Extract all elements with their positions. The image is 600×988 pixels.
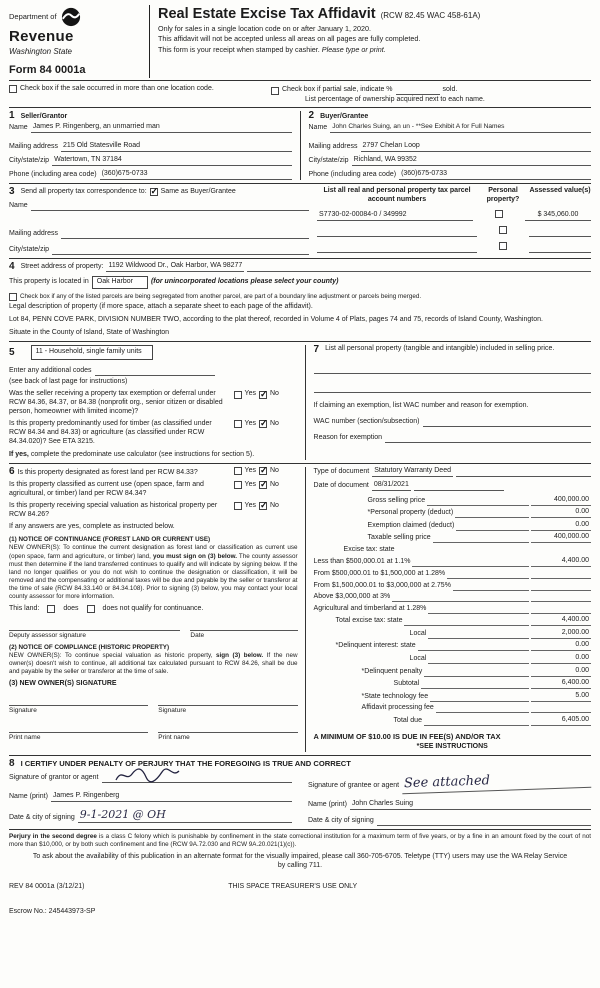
tax-row-value[interactable]: 0.00 [531, 654, 591, 664]
s6-q1-no-label: No [269, 466, 279, 474]
new-owner-print-name-label-1: Print name [9, 733, 41, 741]
tax-row-value[interactable]: 6,400.00 [531, 679, 591, 689]
multi-location-checkbox[interactable] [9, 85, 17, 93]
seller-phone-value[interactable]: (360)675-0733 [100, 170, 292, 180]
s5-q1-yes-label: Yes [244, 390, 256, 398]
wac-number-field[interactable] [423, 417, 592, 427]
tax-row-value[interactable]: 6,405.00 [531, 716, 591, 726]
grantee-print-name-value[interactable]: John Charles Suing [350, 800, 591, 810]
dor-logo-icon [61, 7, 81, 27]
top-checkbox-row [9, 85, 591, 105]
parcel-row [317, 242, 591, 253]
see-instructions-note: *SEE INSTRUCTIONS [416, 743, 488, 751]
tax-row-value[interactable]: 400,000.00 [531, 533, 591, 543]
seller-mailing-value[interactable]: 215 Old Statesville Road [61, 142, 291, 152]
tax-row-label: Taxable selling price [367, 534, 431, 542]
segregated-label: Check box if any of the listed parcels are being segregated from another parcel, are part of a boundary line adjustment or parcels being merged. [20, 293, 422, 301]
agency-block [9, 5, 141, 78]
parties-section [9, 107, 591, 180]
grantor-print-name-label: Name (print) [9, 793, 48, 801]
personal-property-list-field-2[interactable] [314, 383, 591, 393]
use-code-personal-property-section [9, 341, 591, 460]
deputy-assessor-signature-label: Deputy assessor signature [9, 631, 86, 639]
certification-section [9, 755, 591, 826]
correspondence-mailing-field[interactable] [61, 229, 309, 239]
additional-codes-label: Enter any additional codes [9, 367, 92, 375]
escrow-number: Escrow No.: 245443973-SP [9, 907, 96, 915]
assessed-value-field-2[interactable] [529, 226, 591, 237]
section-5-number: 5 [9, 346, 15, 358]
tax-row-label: From $500,000.01 to $1,500,000 at 1.28% [313, 570, 446, 578]
agency-name: Revenue [9, 28, 74, 45]
street-address-label: Street address of property: [20, 263, 104, 271]
parcel-table [317, 187, 591, 255]
s6-q1-yes-checkbox[interactable] [234, 467, 242, 475]
grantee-date-field[interactable] [377, 816, 591, 826]
grantee-signature-label: Signature of grantee or agent [308, 781, 400, 789]
form-header [9, 5, 591, 81]
tax-row-value[interactable]: 0.00 [531, 641, 591, 651]
s6-q2-text: Is this property classified as current use (open space, farm and agricultural, or timber) land per RCW 84.34? [9, 480, 204, 497]
deputy-date-label: Date [190, 631, 205, 639]
parcel-header: List all real and personal property tax parcel account numbers [323, 187, 471, 204]
legal-description-text-2: Situate in the County of Island, State of Washington [9, 329, 170, 337]
partial-sale-suffix: sold. [442, 85, 458, 93]
s7-exemption-note: If claiming an exemption, list WAC number and reason for exemption. [313, 402, 529, 410]
seller-name-label: Name [9, 124, 28, 132]
partial-sale-label: Check box if partial sale, indicate % [282, 85, 393, 93]
legal-description-text: Lot 84, PENN COVE PARK, DIVISION NUMBER TWO, according to the plat thereof, recorded in Volume 4 of Plats, pages 74 and 75, records of Island County, Washington. [9, 316, 543, 324]
parcel-number-field-3[interactable] [317, 242, 477, 253]
deputy-date-field[interactable] [190, 620, 297, 631]
land-does-checkbox[interactable] [47, 605, 55, 613]
s6-q3-text: Is this property receiving special valuation as historical property per RCW 84.26? [9, 501, 218, 518]
buyer-name-label: Name [308, 123, 328, 131]
buyer-name-value[interactable]: John Charles Suing, an un - **See Exhibit A for Full Names [330, 123, 591, 132]
s6-q3-yes-label: Yes [244, 501, 256, 509]
s5-q1-no-label: No [269, 390, 279, 398]
correspondence-label: Send all property tax correspondence to: [20, 187, 147, 195]
doc-date-value[interactable]: 08/31/2021 [372, 481, 411, 491]
buyer-city-value[interactable]: Richland, WA 99352 [352, 156, 591, 166]
new-owner-print-name-label-2: Print name [158, 733, 190, 741]
tax-row-value[interactable]: 2,000.00 [531, 629, 591, 639]
tax-row-value[interactable] [531, 578, 591, 579]
grantee-date-label: Date & city of signing [308, 816, 374, 824]
buyer-grantee-block [300, 111, 592, 180]
header-note-3: This form is your receipt when stamped by cashier. [158, 45, 320, 55]
assessed-value-field-3[interactable] [529, 242, 591, 253]
new-owner-print-name-field-1[interactable] [9, 722, 148, 733]
buyer-mailing-value[interactable]: 2797 Chelan Loop [361, 142, 591, 152]
notice1-text-a: NEW OWNER(S): To continue the current designation as forest land or classification as current use (open space, farm and agriculture, or timber) land, [9, 544, 298, 560]
tax-row-label: Affidavit processing fee [361, 704, 434, 712]
tax-row-value[interactable]: 0.00 [531, 521, 591, 531]
additional-codes-note: (see back of last page for instructions) [9, 378, 128, 386]
seller-city-label: City/state/zip [9, 157, 50, 165]
grantor-print-name-value[interactable]: James P. Ringenberg [51, 792, 292, 802]
partial-sale-percent-field[interactable] [396, 85, 440, 95]
tax-row-value[interactable] [531, 590, 591, 591]
s5-ifyes-note: complete the predominate use calculator (see instructions for section 5). [30, 450, 255, 458]
s5-q2-yes-checkbox[interactable] [234, 420, 242, 428]
tax-row-label: *Delinquent interest: state [335, 642, 416, 650]
notice2-text-bold: sign (3) below. [216, 652, 264, 660]
notice3-title: (3) NEW OWNER(S) SIGNATURE [9, 680, 117, 688]
buyer-mailing-label: Mailing address [308, 142, 358, 150]
personal-property-checkbox-2[interactable] [499, 226, 507, 234]
s5-q2-yes-label: Yes [244, 419, 256, 427]
land-use-code-select[interactable]: 11 - Household, single family units [31, 345, 153, 360]
multi-location-label: Check box if the sale occurred in more than one location code. [20, 84, 214, 92]
notice1-title: (1) NOTICE OF CONTINUANCE (FOREST LAND OR CURRENT USE) [9, 536, 211, 544]
certify-statement: I CERTIFY UNDER PENALTY OF PERJURY THAT THE FOREGOING IS TRUE AND CORRECT [20, 759, 351, 769]
s5-q1-yes-checkbox[interactable] [234, 391, 242, 399]
seller-name-value[interactable]: James P. Ringenberg, an unmarried man [31, 123, 292, 133]
tax-computation-block [305, 467, 591, 752]
exemption-reason-label: Reason for exemption [313, 434, 383, 442]
tax-row-label: Total due [393, 716, 422, 724]
s6-q3-yes-checkbox[interactable] [234, 502, 242, 510]
grantor-date-label: Date & city of signing [9, 814, 75, 822]
tax-row-label: Excise tax: state [343, 545, 395, 553]
ownership-note: List percentage of ownership acquired next to each name. [305, 95, 485, 103]
section-6-number: 6 [9, 465, 15, 477]
dept-of-label: Department of [9, 12, 57, 22]
perjury-bold: Perjury in the second degree [9, 832, 97, 840]
tax-row-label: Subtotal [393, 680, 420, 688]
buyer-phone-label: Phone (including area code) [308, 170, 397, 178]
s6-note: If any answers are yes, complete as instructed below. [9, 523, 175, 531]
tax-row-label: Agricultural and timberland at 1.28% [313, 604, 427, 612]
deputy-assessor-signature-field[interactable] [9, 620, 180, 631]
doc-type-value[interactable]: Statutory Warranty Deed [372, 467, 453, 477]
notice2-text-a: NEW OWNER(S): To continue special valuation as historic property, [9, 652, 213, 660]
tax-row-value[interactable]: 4,400.00 [531, 616, 591, 626]
same-as-buyer-checkbox[interactable] [150, 188, 158, 196]
s5-q2-no-label: No [269, 419, 279, 427]
tax-row-label: Exemption claimed (deduct) [367, 521, 455, 529]
s6-q2-no-label: No [269, 480, 279, 488]
section-7-number: 7 [313, 344, 320, 356]
buyer-city-label: City/state/zip [308, 156, 349, 164]
section-1-number: 1 [9, 110, 15, 122]
section-4-number: 4 [9, 261, 15, 273]
tax-row-value[interactable]: 4,400.00 [531, 557, 591, 567]
new-owner-signature-field-1[interactable] [9, 695, 148, 706]
doc-type-label: Type of document [313, 467, 370, 475]
land-does-not-checkbox[interactable] [87, 605, 95, 613]
tax-row-value[interactable]: 400,000.00 [531, 496, 591, 506]
seller-city-value[interactable]: Watertown, TN 37184 [52, 156, 291, 166]
seller-title: Seller/Grantor [20, 112, 68, 120]
new-owner-signature-label-1: Signature [9, 707, 37, 715]
assessed-value-1[interactable]: $ 345,060.00 [525, 211, 591, 221]
s5-q2-no-checkbox[interactable] [259, 420, 267, 428]
tax-row-label: Above $3,000,000 at 3% [313, 593, 391, 601]
grantor-signature-image [112, 766, 182, 784]
s7-text: List all personal property (tangible and intangible) included in selling price. [325, 345, 555, 353]
s6-q3-no-label: No [269, 501, 279, 509]
same-as-buyer-label: Same as Buyer/Grantee [160, 187, 236, 195]
form-number: Form 84 0001a [9, 64, 86, 77]
grantee-signing-block [308, 773, 591, 826]
grantor-date-value[interactable]: 9-1-2021 @ OH [78, 808, 292, 823]
s6-q2-no-checkbox[interactable] [259, 481, 267, 489]
minimum-due-note: A MINIMUM OF $10.00 IS DUE IN FEE(S) AND/OR TAX [313, 731, 501, 741]
personal-property-checkbox-1[interactable] [495, 210, 503, 218]
notice2-text-b: If the new owner(s) doesn't wish to continue, all additional tax calculated pursuant to RCW 84.26, shall be due and payable by the seller or transferor at the time of sale. [9, 652, 298, 676]
section-5-block [9, 345, 305, 460]
correspondence-city-field[interactable] [52, 245, 309, 255]
property-section [9, 258, 591, 338]
tax-row-value[interactable] [531, 613, 591, 614]
header-note-3-italic: Please type or print. [321, 45, 386, 55]
exemption-reason-field[interactable] [385, 433, 591, 443]
seller-grantor-block [9, 111, 300, 180]
correspondence-parcels-section [9, 183, 591, 255]
s6-q1-yes-label: Yes [244, 466, 256, 474]
correspondence-block [9, 187, 317, 255]
buyer-phone-value[interactable]: (360)675-0733 [399, 170, 591, 180]
tax-row-label: *State technology fee [361, 692, 429, 700]
land-does-not-label: does not qualify for continuance. [102, 604, 204, 612]
grantor-signature-field[interactable] [102, 773, 292, 783]
parcel-row [317, 210, 591, 221]
s5-q1-text: Was the seller receiving a property tax exemption or deferral under RCW 84.36, 84.37, or 84.38 (nonprofit org., senior citizen or disabled person, homeowner with limited income)? [9, 390, 223, 415]
tax-row-value[interactable]: 0.00 [531, 667, 591, 677]
section-6-block [9, 467, 305, 752]
located-in-label: This property is located in [9, 278, 89, 286]
personal-property-checkbox-3[interactable] [499, 242, 507, 250]
correspondence-mailing-label: Mailing address [9, 230, 59, 238]
assessed-value-header: Assessed value(s) [529, 187, 591, 195]
seller-mailing-label: Mailing address [9, 143, 59, 151]
personal-property-list-field-1[interactable] [314, 364, 591, 374]
new-owner-signature-label-2: Signature [158, 707, 187, 715]
header-note-1: Only for sales in a single location code on or after January 1, 2020. [158, 23, 371, 33]
tax-row-value[interactable] [531, 712, 591, 713]
section-8-number: 8 [9, 758, 15, 770]
tax-row-value[interactable]: 0.00 [531, 508, 591, 518]
s5-q1-no-checkbox[interactable] [259, 391, 267, 399]
tax-row-label: Less than $500,000.01 at 1.1% [313, 558, 411, 566]
footer-block [9, 829, 591, 917]
grantee-print-name-label: Name (print) [308, 800, 347, 808]
tax-row-label: Total excise tax: state [335, 617, 403, 625]
additional-codes-field[interactable] [95, 366, 215, 376]
parcel-row [317, 226, 591, 237]
continuance-tax-section [9, 463, 591, 752]
correspondence-name-field[interactable] [31, 201, 309, 211]
seller-phone-label: Phone (including area code) [9, 171, 97, 179]
s6-q2-yes-checkbox[interactable] [234, 481, 242, 489]
grantor-signature-label: Signature of grantor or agent [9, 774, 99, 782]
wac-number-label: WAC number (section/subsection) [313, 418, 420, 426]
tax-row-label: *Delinquent penalty [361, 667, 423, 675]
partial-sale-checkbox[interactable] [271, 87, 279, 95]
grantee-signature-value[interactable]: See attached [402, 770, 591, 794]
doc-date-label: Date of document [313, 481, 369, 489]
tax-row-label: Local [409, 655, 427, 662]
buyer-title: Buyer/Grantee [320, 112, 369, 120]
parcel-number-value[interactable]: S7730-02-00084-0 / 349992 [317, 211, 473, 221]
treasurer-use-label: THIS SPACE TREASURER'S USE ONLY [228, 882, 358, 890]
tax-row-value[interactable] [531, 601, 591, 602]
s6-q1-text: Is this property designated as forest land per RCW 84.33? [17, 468, 198, 476]
s5-q2-text: Is this property predominantly used for timber (as classified under RCW 84.34 and 84.33) or agriculture (as classified under RCW 84.34.020)? See ETA 3215. [9, 419, 212, 445]
rev-number: REV 84 0001a (3/12/21) [9, 882, 85, 890]
land-does-label: does [63, 604, 79, 612]
accessibility-note: To ask about the availability of this publication in an alternate format for the visually impaired, please call 360-705-6705. Teletype (TTY) users may use the WA Relay Service by calling 711. [32, 852, 568, 869]
title-rcw-ref: (RCW 82.45 WAC 458-61A) [380, 11, 481, 20]
header-note-2: This affidavit will not be accepted unless all areas on all pages are fully completed. [158, 34, 421, 44]
notice1-text-b: The county assessor must then determine if the land transferred continues to qualify and will indicate by signing below. If the land no longer qualifies or you do not wish to continue the designation or classification, it will be removed and the compensating or additional taxes will be due and payable by the seller or transferor at the time of sale (RCW 84.33.140 or 84.34.108). Prior to signing (3) below, you may contact your local county assessor for more information. [9, 552, 298, 600]
s6-q2-yes-label: Yes [244, 480, 256, 488]
s5-ifyes-bold: If yes, [9, 450, 29, 458]
tax-row-label: *Personal property (deduct) [367, 509, 454, 517]
correspondence-city-label: City/state/zip [9, 246, 50, 254]
s6-q1-no-checkbox[interactable] [259, 467, 267, 475]
this-land-label: This land: [9, 604, 40, 612]
segregated-checkbox[interactable] [9, 293, 17, 301]
section-7-block [305, 345, 591, 460]
title-block [149, 5, 591, 78]
located-in-note: (for unincorporated locations please select your county) [150, 278, 339, 286]
tax-row-label: From $1,500,000.01 to $3,000,000 at 2.75% [313, 581, 451, 589]
notice2-title: (2) NOTICE OF COMPLIANCE (HISTORIC PROPERTY) [9, 644, 170, 652]
legal-description-label: Legal description of property (if more space, attach a separate sheet to each page of the affidavit). [9, 303, 313, 311]
perjury-text: is a class C felony which is punishable by confinement in the state correctional institution for a maximum term of five years, or by a fine in an amount fixed by the court of not more than $10,000, or by both such confinement and fine (RCW 9A.72.030 and RCW 9A.20.021(1)(c)). [9, 832, 592, 848]
section-2-number: 2 [308, 110, 315, 122]
street-address-value[interactable]: 1192 Wildwood Dr., Oak Harbor, WA 98277 [106, 262, 244, 272]
agency-state: Washington State [9, 47, 73, 57]
new-owner-signature-field-2[interactable] [158, 695, 297, 706]
s6-q3-no-checkbox[interactable] [259, 502, 267, 510]
grantor-signing-block [9, 773, 292, 826]
tax-row-value[interactable]: 5.00 [531, 692, 591, 702]
notice1-text-bold: you must sign on (3) below. [152, 552, 237, 560]
new-owner-print-name-field-2[interactable] [158, 722, 297, 733]
parcel-number-field-2[interactable] [317, 226, 477, 237]
correspondence-name-label: Name [9, 202, 28, 210]
tax-row-label: Local [409, 629, 427, 637]
tax-row-label: Gross selling price [367, 496, 426, 504]
located-in-select[interactable]: Oak Harbor [92, 276, 148, 289]
page-title: Real Estate Excise Tax Affidavit [158, 6, 376, 22]
section-3-number: 3 [9, 186, 15, 198]
personal-property-header: Personal property? [486, 187, 520, 204]
